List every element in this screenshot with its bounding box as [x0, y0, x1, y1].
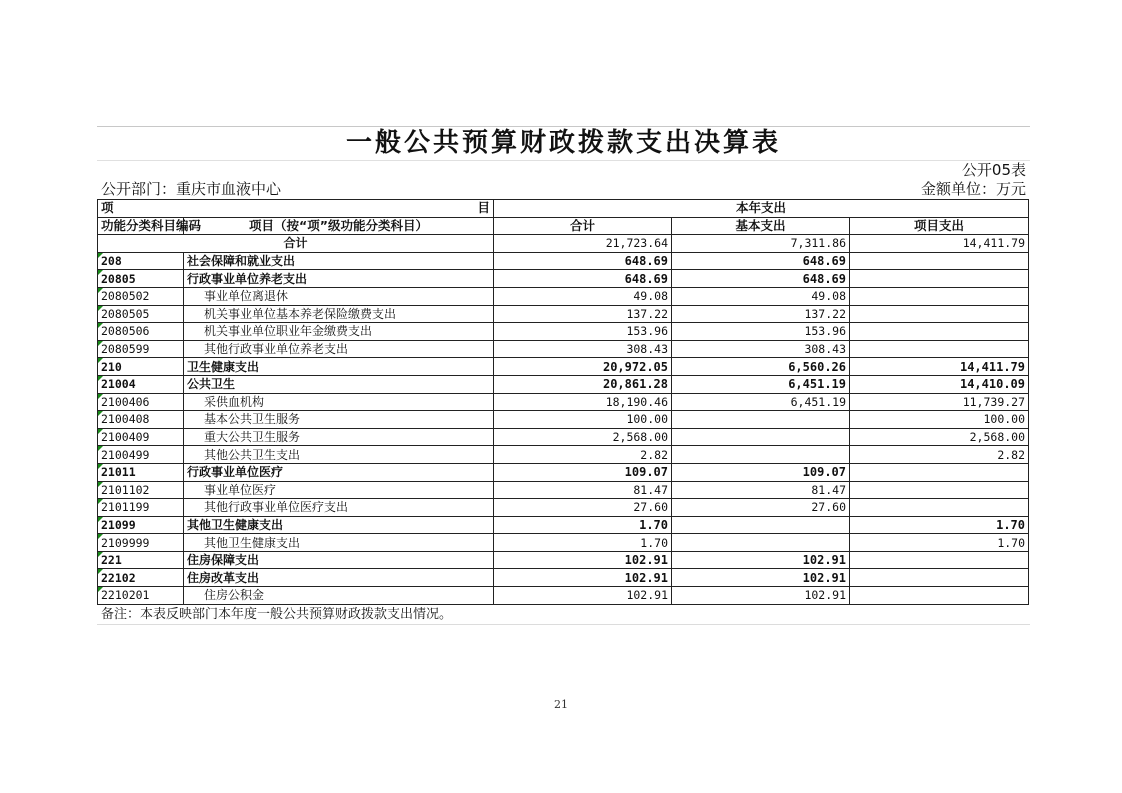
row-total: 2.82 [494, 446, 672, 464]
header-project: 项目支出 [850, 217, 1029, 235]
row-total: 49.08 [494, 287, 672, 305]
header-current-year: 本年支出 [494, 200, 1029, 218]
table-row [98, 340, 1029, 358]
row-name: 住房保障支出 [184, 551, 494, 569]
row-total: 1.70 [494, 516, 672, 534]
total-project: 14,411.79 [850, 235, 1029, 253]
report-sheet [97, 126, 1030, 625]
row-name: 事业单位医疗 [184, 481, 494, 499]
row-project: 1.70 [850, 534, 1029, 552]
row-name: 机关事业单位基本养老保险缴费支出 [184, 305, 494, 323]
row-project: 2,568.00 [850, 428, 1029, 446]
row-total: 102.91 [494, 569, 672, 587]
row-project [850, 323, 1029, 341]
table-row [98, 411, 1029, 429]
row-basic [672, 516, 850, 534]
row-name: 行政事业单位养老支出 [184, 270, 494, 288]
row-basic: 6,560.26 [672, 358, 850, 376]
total-amount: 21,723.64 [494, 235, 672, 253]
row-total: 18,190.46 [494, 393, 672, 411]
unit-label: 金额单位：万元 [920, 180, 1026, 198]
table-row [98, 375, 1029, 393]
table-row [98, 587, 1029, 605]
row-code: 2080506 [98, 323, 184, 341]
department-row [97, 180, 1030, 199]
row-name: 采供血机构 [184, 393, 494, 411]
table-row [98, 516, 1029, 534]
row-code: 2100408 [98, 411, 184, 429]
department-label: 公开部门：重庆市血液中心 [101, 180, 282, 198]
row-project [850, 499, 1029, 517]
page-number: 21 [554, 698, 568, 711]
row-code: 208 [98, 252, 184, 270]
row-code: 20805 [98, 270, 184, 288]
row-total: 20,861.28 [494, 375, 672, 393]
header-code: 功能分类科目编码 [98, 217, 184, 235]
row-code: 221 [98, 551, 184, 569]
row-project [850, 340, 1029, 358]
row-total: 308.43 [494, 340, 672, 358]
row-project [850, 287, 1029, 305]
table-row [98, 252, 1029, 270]
row-code: 2080505 [98, 305, 184, 323]
row-total: 20,972.05 [494, 358, 672, 376]
row-code: 2101199 [98, 499, 184, 517]
row-basic: 153.96 [672, 323, 850, 341]
total-basic: 7,311.86 [672, 235, 850, 253]
row-name: 卫生健康支出 [184, 358, 494, 376]
row-project [850, 270, 1029, 288]
table-row [98, 463, 1029, 481]
row-basic: 6,451.19 [672, 375, 850, 393]
row-project [850, 463, 1029, 481]
report-title [97, 126, 1030, 161]
row-total: 1.70 [494, 534, 672, 552]
row-code: 2080502 [98, 287, 184, 305]
table-row [98, 393, 1029, 411]
table-row [98, 358, 1029, 376]
row-basic: 308.43 [672, 340, 850, 358]
table-row [98, 481, 1029, 499]
row-basic: 648.69 [672, 252, 850, 270]
row-project [850, 252, 1029, 270]
row-name: 其他卫生健康支出 [184, 534, 494, 552]
total-row [98, 235, 1029, 253]
row-total: 648.69 [494, 252, 672, 270]
row-basic: 81.47 [672, 481, 850, 499]
row-total: 27.60 [494, 499, 672, 517]
table-number-row [97, 161, 1030, 180]
row-name: 其他卫生健康支出 [184, 516, 494, 534]
row-project [850, 569, 1029, 587]
row-name: 其他行政事业单位医疗支出 [184, 499, 494, 517]
row-code: 210 [98, 358, 184, 376]
row-name: 事业单位离退休 [184, 287, 494, 305]
table-row [98, 551, 1029, 569]
header-name: 项目（按“项”级功能分类科目） [184, 217, 494, 235]
table-row [98, 446, 1029, 464]
row-total: 137.22 [494, 305, 672, 323]
row-project: 14,411.79 [850, 358, 1029, 376]
row-name: 住房改革支出 [184, 569, 494, 587]
row-total: 2,568.00 [494, 428, 672, 446]
row-code: 22102 [98, 569, 184, 587]
row-total: 153.96 [494, 323, 672, 341]
table-row [98, 287, 1029, 305]
row-name: 社会保障和就业支出 [184, 252, 494, 270]
row-code: 2101102 [98, 481, 184, 499]
row-basic: 137.22 [672, 305, 850, 323]
row-basic [672, 411, 850, 429]
row-basic [672, 428, 850, 446]
row-project: 2.82 [850, 446, 1029, 464]
row-name: 重大公共卫生服务 [184, 428, 494, 446]
row-basic: 102.91 [672, 569, 850, 587]
row-code: 21011 [98, 463, 184, 481]
row-project: 1.70 [850, 516, 1029, 534]
row-basic: 102.91 [672, 587, 850, 605]
row-name: 行政事业单位医疗 [184, 463, 494, 481]
row-project: 100.00 [850, 411, 1029, 429]
footnote: 备注：本表反映部门本年度一般公共预算财政拨款支出情况。 [97, 605, 1030, 625]
row-project: 14,410.09 [850, 375, 1029, 393]
header-row-2 [98, 217, 1029, 235]
row-code: 2100499 [98, 446, 184, 464]
table-row [98, 499, 1029, 517]
row-code: 2210201 [98, 587, 184, 605]
row-project [850, 481, 1029, 499]
header-item-left: 项 [101, 200, 114, 216]
row-name: 其他公共卫生支出 [184, 446, 494, 464]
row-code: 21004 [98, 375, 184, 393]
row-total: 648.69 [494, 270, 672, 288]
row-basic [672, 446, 850, 464]
row-name: 机关事业单位职业年金缴费支出 [184, 323, 494, 341]
header-row-1 [98, 200, 1029, 218]
header-basic: 基本支出 [672, 217, 850, 235]
total-label: 合计 [98, 235, 494, 253]
row-project [850, 551, 1029, 569]
table-row [98, 569, 1029, 587]
row-total: 81.47 [494, 481, 672, 499]
header-total: 合计 [494, 217, 672, 235]
row-basic: 102.91 [672, 551, 850, 569]
table-row [98, 323, 1029, 341]
row-basic: 49.08 [672, 287, 850, 305]
row-project [850, 587, 1029, 605]
table-row [98, 428, 1029, 446]
row-project [850, 305, 1029, 323]
row-name: 住房公积金 [184, 587, 494, 605]
row-name: 公共卫生 [184, 375, 494, 393]
row-basic: 648.69 [672, 270, 850, 288]
row-code: 21099 [98, 516, 184, 534]
header-item-cell [98, 200, 494, 218]
row-basic [672, 534, 850, 552]
row-basic: 109.07 [672, 463, 850, 481]
row-code: 2080599 [98, 340, 184, 358]
row-name: 其他行政事业单位养老支出 [184, 340, 494, 358]
expenditure-table [97, 199, 1029, 605]
report-title-text: 一般公共预算财政拨款支出决算表 [345, 128, 781, 158]
row-code: 2100409 [98, 428, 184, 446]
row-basic: 27.60 [672, 499, 850, 517]
header-item-right: 目 [477, 200, 490, 216]
table-row [98, 305, 1029, 323]
row-code: 2109999 [98, 534, 184, 552]
row-code: 2100406 [98, 393, 184, 411]
table-number: 公开05表 [961, 161, 1026, 179]
row-total: 109.07 [494, 463, 672, 481]
row-project: 11,739.27 [850, 393, 1029, 411]
row-total: 102.91 [494, 587, 672, 605]
table-row [98, 270, 1029, 288]
row-basic: 6,451.19 [672, 393, 850, 411]
table-row [98, 534, 1029, 552]
row-total: 102.91 [494, 551, 672, 569]
row-name: 基本公共卫生服务 [184, 411, 494, 429]
row-total: 100.00 [494, 411, 672, 429]
